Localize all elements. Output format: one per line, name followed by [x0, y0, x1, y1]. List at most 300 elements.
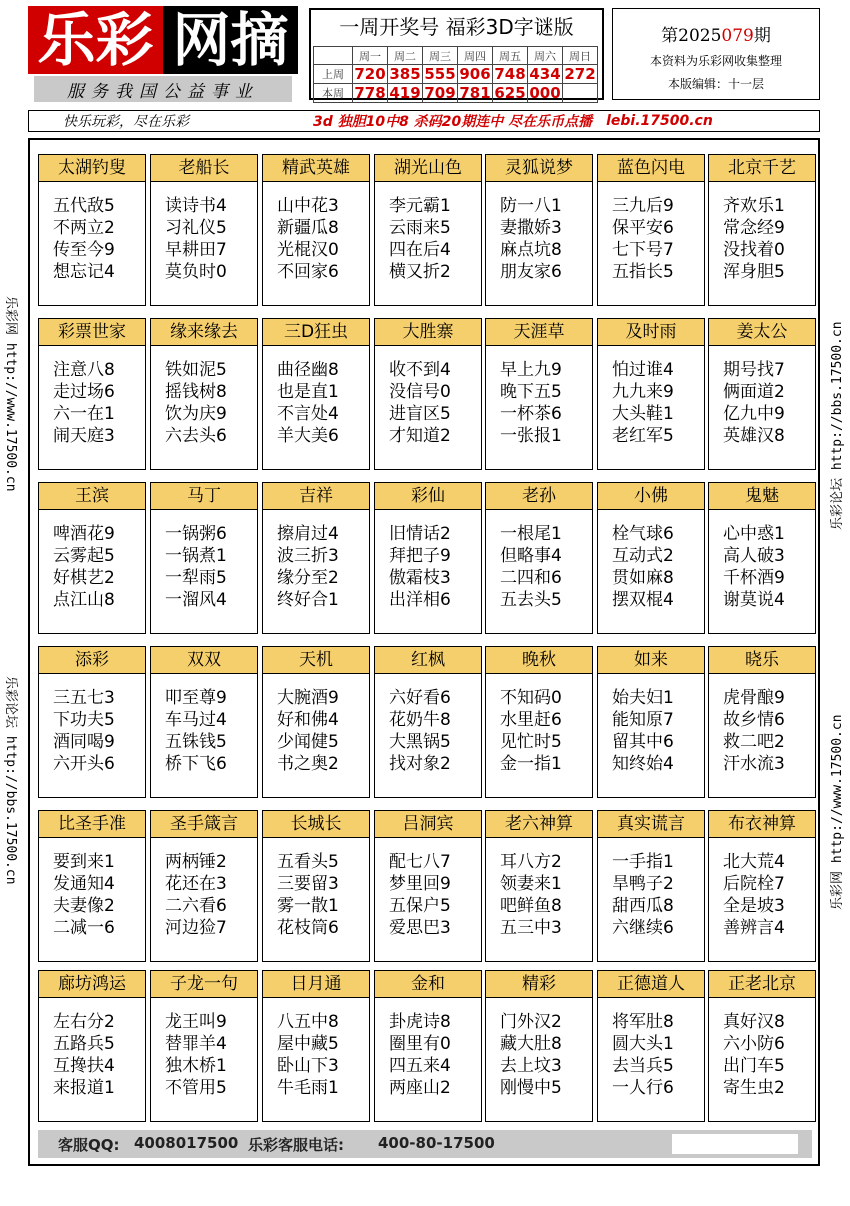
riddle-card-title: 日月通 [262, 970, 370, 998]
riddle-line: 五指长5 [612, 262, 674, 282]
riddle-card [38, 810, 146, 962]
qq-label: 客服QQ: [58, 1136, 120, 1154]
riddle-line: 花枝筒6 [277, 918, 339, 938]
riddle-line: 来报道1 [53, 1078, 115, 1098]
riddle-line: 刚慢中5 [500, 1078, 562, 1098]
day-header: 周六 [528, 47, 563, 65]
riddle-line: 互动式2 [612, 546, 674, 566]
riddle-card [150, 646, 258, 798]
riddle-line: 想忘记4 [53, 262, 115, 282]
riddle-line: 光棍汉0 [277, 240, 339, 260]
footer-blank-box [672, 1134, 798, 1154]
riddle-line: 三要留3 [277, 874, 339, 894]
riddle-line: 去当兵5 [612, 1056, 674, 1076]
riddle-line: 收不到4 [389, 360, 451, 380]
riddle-line: 才知道2 [389, 426, 451, 446]
riddle-card-title: 天机 [262, 646, 370, 674]
draw-results-table [313, 46, 598, 103]
riddle-line: 莫负时0 [165, 262, 227, 282]
riddle-line: 谢莫说4 [723, 590, 785, 610]
day-header: 周二 [388, 47, 423, 65]
riddle-line: 六小防6 [723, 1034, 785, 1054]
riddle-card [150, 970, 258, 1122]
logo-part-1: 乐彩 [28, 6, 163, 74]
riddle-line: 六继续6 [612, 918, 674, 938]
riddle-line: 两座山2 [389, 1078, 451, 1098]
day-header: 周三 [423, 47, 458, 65]
riddle-line: 五保户5 [389, 896, 451, 916]
riddle-line: 后院栓7 [723, 874, 785, 894]
logo [28, 6, 298, 74]
riddle-card-title: 廊坊鸿运 [38, 970, 146, 998]
riddle-line: 汗水流3 [723, 754, 785, 774]
riddle-line: 怕过谁4 [612, 360, 674, 380]
riddle-card [262, 646, 370, 798]
day-header: 周四 [458, 47, 493, 65]
riddle-line: 寄生虫2 [723, 1078, 785, 1098]
draw-number: 385 [389, 65, 421, 83]
riddle-line: 一锅粥6 [165, 524, 227, 544]
riddle-line: 饮为庆9 [165, 404, 227, 424]
riddle-card [150, 810, 258, 962]
draw-number [563, 84, 598, 103]
riddle-line: 车马过4 [165, 710, 227, 730]
riddle-card-title: 小佛 [597, 482, 705, 510]
riddle-card-title: 蓝色闪电 [597, 154, 705, 182]
this-week-label: 本周 [314, 84, 353, 103]
riddle-line: 好棋艺2 [53, 568, 115, 588]
tagline-slogan: 快乐玩彩，尽在乐彩 [63, 114, 189, 130]
issue-info [612, 8, 820, 100]
riddle-card-title: 精彩 [485, 970, 593, 998]
riddle-line: 贯如麻8 [612, 568, 674, 588]
riddle-card-title: 比圣手准 [38, 810, 146, 838]
riddle-card-title: 老六神算 [485, 810, 593, 838]
riddle-line: 七下号7 [612, 240, 674, 260]
riddle-line: 注意八8 [53, 360, 115, 380]
riddle-card [708, 318, 816, 470]
riddle-line: 少闻健5 [277, 732, 339, 752]
riddle-line: 四在后4 [389, 240, 451, 260]
riddle-line: 水里赶6 [500, 710, 562, 730]
riddle-card [485, 482, 593, 634]
riddle-line: 李元霸1 [389, 196, 451, 216]
riddle-line: 卧山下3 [277, 1056, 339, 1076]
footer-bar [38, 1130, 812, 1158]
riddle-card-title: 长城长 [262, 810, 370, 838]
riddle-line: 真好汉8 [723, 1012, 785, 1032]
riddle-line: 保平安6 [612, 218, 674, 238]
riddle-line: 替罪羊4 [165, 1034, 227, 1054]
last-week-label: 上周 [314, 65, 353, 84]
riddle-card [38, 646, 146, 798]
riddle-line: 进盲区5 [389, 404, 451, 424]
riddle-line: 拜把子9 [389, 546, 451, 566]
riddle-line: 妻撒娇3 [500, 218, 562, 238]
riddle-line: 云雾起5 [53, 546, 115, 566]
riddle-line: 留其中6 [612, 732, 674, 752]
riddle-line: 走过场6 [53, 382, 115, 402]
draw-number: 778 [354, 84, 386, 102]
day-header: 周五 [493, 47, 528, 65]
riddle-card [485, 154, 593, 306]
riddle-line: 铁如泥5 [165, 360, 227, 380]
side-text-right-bottom[interactable]: 乐彩网 http://www.17500.cn [830, 714, 845, 910]
riddle-card [38, 318, 146, 470]
riddle-line: 六好看6 [389, 688, 451, 708]
riddle-line: 好和佛4 [277, 710, 339, 730]
riddle-card [374, 154, 482, 306]
riddle-line: 九九来9 [612, 382, 674, 402]
riddle-line: 二六看6 [165, 896, 227, 916]
riddle-line: 一杯茶6 [500, 404, 562, 424]
riddle-card [374, 318, 482, 470]
tagline-promo: 3d 独胆10中8 杀码20期连中 尽在乐币点播 [313, 114, 593, 130]
riddle-line: 习礼仪5 [165, 218, 227, 238]
draw-number: 555 [424, 65, 456, 83]
riddle-card [708, 970, 816, 1122]
riddle-line: 五路兵5 [53, 1034, 115, 1054]
riddle-line: 雾一散1 [277, 896, 339, 916]
riddle-card-title: 大胜寨 [374, 318, 482, 346]
riddle-card [150, 154, 258, 306]
riddle-line: 花奶牛8 [389, 710, 451, 730]
riddle-line: 四五来4 [389, 1056, 451, 1076]
riddle-card [262, 318, 370, 470]
riddle-card [708, 646, 816, 798]
riddle-card-title: 正德道人 [597, 970, 705, 998]
riddle-card [485, 646, 593, 798]
riddle-line: 一张报1 [500, 426, 562, 446]
riddle-card-title: 北京千艺 [708, 154, 816, 182]
riddle-line: 缘分至2 [277, 568, 339, 588]
riddle-line: 不两立2 [53, 218, 115, 238]
riddle-line: 一根尾1 [500, 524, 562, 544]
riddle-line: 下功夫5 [53, 710, 115, 730]
riddle-line: 见忙时5 [500, 732, 562, 752]
riddle-line: 啤酒花9 [53, 524, 115, 544]
riddle-line: 一犁雨5 [165, 568, 227, 588]
riddle-line: 将军肚8 [612, 1012, 674, 1032]
riddle-line: 耳八方2 [500, 852, 562, 872]
riddle-line: 羊大美6 [277, 426, 339, 446]
riddle-line: 龙王叫9 [165, 1012, 227, 1032]
riddle-card-title: 晓乐 [708, 646, 816, 674]
day-header: 周一 [353, 47, 388, 65]
riddle-line: 点江山8 [53, 590, 115, 610]
riddle-line: 书之奥2 [277, 754, 339, 774]
riddle-card-title: 马丁 [150, 482, 258, 510]
riddle-card-title: 彩票世家 [38, 318, 146, 346]
draw-number: 720 [354, 65, 386, 83]
riddle-line: 酒同喝9 [53, 732, 115, 752]
riddle-line: 五看头5 [277, 852, 339, 872]
riddle-line: 云雨来5 [389, 218, 451, 238]
riddle-card [150, 482, 258, 634]
riddle-card [597, 154, 705, 306]
riddle-card [262, 482, 370, 634]
riddle-line: 北大荒4 [723, 852, 785, 872]
riddle-line: 圆大头1 [612, 1034, 674, 1054]
riddle-card [374, 810, 482, 962]
tagline-bar [28, 110, 820, 132]
riddle-card [374, 482, 482, 634]
riddle-line: 爱思巴3 [389, 918, 451, 938]
riddle-line: 早上九9 [500, 360, 562, 380]
riddle-card [708, 810, 816, 962]
riddle-line: 浑身胆5 [723, 262, 785, 282]
riddle-card-title: 如来 [597, 646, 705, 674]
riddle-card-title: 红枫 [374, 646, 482, 674]
riddle-line: 傲霜枝3 [389, 568, 451, 588]
riddle-line: 始夫妇1 [612, 688, 674, 708]
day-header: 周日 [563, 47, 598, 65]
riddle-line: 齐欢乐1 [723, 196, 785, 216]
riddle-card-title: 湖光山色 [374, 154, 482, 182]
riddle-line: 不知码0 [500, 688, 562, 708]
draw-number: 000 [529, 84, 561, 102]
riddle-card-title: 灵狐说梦 [485, 154, 593, 182]
riddle-line: 传至今9 [53, 240, 115, 260]
riddle-card [597, 646, 705, 798]
riddle-line: 亿九中9 [723, 404, 785, 424]
riddle-line: 金一指1 [500, 754, 562, 774]
riddle-card [708, 154, 816, 306]
riddle-line: 大黑锅5 [389, 732, 451, 752]
riddle-card-title: 姜太公 [708, 318, 816, 346]
riddle-card-title: 圣手箴言 [150, 810, 258, 838]
riddle-line: 出洋相6 [389, 590, 451, 610]
riddle-card-title: 晚秋 [485, 646, 593, 674]
riddle-card [38, 154, 146, 306]
riddle-card [708, 482, 816, 634]
riddle-card-title: 布衣神算 [708, 810, 816, 838]
riddle-line: 桥下飞6 [165, 754, 227, 774]
riddle-line: 互搀扶4 [53, 1056, 115, 1076]
riddle-line: 夫妻像2 [53, 896, 115, 916]
riddle-line: 闹天庭3 [53, 426, 115, 446]
riddle-line: 左右分2 [53, 1012, 115, 1032]
riddle-line: 一人行6 [612, 1078, 674, 1098]
draw-number: 272 [564, 65, 596, 83]
riddle-line: 二四和6 [500, 568, 562, 588]
riddle-card-title: 真实谎言 [597, 810, 705, 838]
riddle-line: 救二吧2 [723, 732, 785, 752]
riddle-card [597, 810, 705, 962]
riddle-card-title: 吉祥 [262, 482, 370, 510]
side-text-left-bottom[interactable]: 乐彩论坛 http://bbs.17500.cn [3, 676, 18, 885]
riddle-card [374, 646, 482, 798]
riddle-line: 五铢钱5 [165, 732, 227, 752]
riddle-grid [28, 138, 820, 1166]
riddle-line: 千杯酒9 [723, 568, 785, 588]
riddle-line: 擦肩过4 [277, 524, 339, 544]
riddle-line: 常念经9 [723, 218, 785, 238]
riddle-card [38, 970, 146, 1122]
issue-period: 第2025079期 [661, 26, 771, 46]
riddle-card [597, 970, 705, 1122]
riddle-line: 独木桥1 [165, 1056, 227, 1076]
riddle-line: 找对象2 [389, 754, 451, 774]
riddle-line: 曲径幽8 [277, 360, 339, 380]
riddle-line: 去上坟3 [500, 1056, 562, 1076]
riddle-card-title: 三D狂虫 [262, 318, 370, 346]
draw-number: 434 [529, 65, 561, 83]
riddle-card [597, 482, 705, 634]
riddle-line: 二减一6 [53, 918, 115, 938]
riddle-line: 没找着0 [723, 240, 785, 260]
riddle-card-title: 老船长 [150, 154, 258, 182]
riddle-line: 能知原7 [612, 710, 674, 730]
riddle-card [38, 482, 146, 634]
riddle-line: 也是直1 [277, 382, 339, 402]
side-text-left-top[interactable]: 乐彩网 http://www.17500.cn [3, 296, 18, 492]
riddle-line: 叩至尊9 [165, 688, 227, 708]
riddle-card-title: 正老北京 [708, 970, 816, 998]
riddle-card-title: 王滨 [38, 482, 146, 510]
riddle-line: 五代敌5 [53, 196, 115, 216]
riddle-card [262, 970, 370, 1122]
riddle-line: 吧鲜鱼8 [500, 896, 562, 916]
riddle-line: 读诗书4 [165, 196, 227, 216]
logo-part-2: 网摘 [163, 6, 298, 74]
riddle-line: 三九后9 [612, 196, 674, 216]
draw-panel-title: 一周开奖号 福彩3D字谜版 [339, 15, 574, 39]
riddle-card [485, 318, 593, 470]
riddle-card-title: 鬼魅 [708, 482, 816, 510]
riddle-line: 晚下五5 [500, 382, 562, 402]
draw-number: 906 [459, 65, 491, 83]
riddle-line: 朋友家6 [500, 262, 562, 282]
riddle-line: 领妻来1 [500, 874, 562, 894]
riddle-card-title: 彩仙 [374, 482, 482, 510]
draw-results-panel [309, 8, 604, 100]
riddle-card-title: 及时雨 [597, 318, 705, 346]
riddle-line: 三五七3 [53, 688, 115, 708]
riddle-line: 知终始4 [612, 754, 674, 774]
riddle-line: 大腕酒9 [277, 688, 339, 708]
riddle-line: 不言处4 [277, 404, 339, 424]
issue-number: 079 [721, 26, 754, 46]
riddle-line: 六去头6 [165, 426, 227, 446]
riddle-card-title: 太湖钓叟 [38, 154, 146, 182]
riddle-card [485, 810, 593, 962]
editor-note: 本版编辑：十一层 [667, 77, 764, 91]
draw-number: 709 [424, 84, 456, 102]
draw-number: 748 [494, 65, 526, 83]
riddle-line: 期号找7 [723, 360, 785, 380]
riddle-line: 五去头5 [500, 590, 562, 610]
draw-number: 419 [389, 84, 421, 102]
riddle-line: 河边猃7 [165, 918, 227, 938]
phone-number: 400-80-17500 [378, 1134, 495, 1152]
riddle-line: 藏大肚8 [500, 1034, 562, 1054]
riddle-card [262, 154, 370, 306]
phone-label: 乐彩客服电话: [248, 1136, 344, 1154]
riddle-line: 一手指1 [612, 852, 674, 872]
riddle-card-title: 双双 [150, 646, 258, 674]
riddle-line: 故乡情6 [723, 710, 785, 730]
riddle-line: 防一八1 [500, 196, 562, 216]
tagline-link[interactable]: lebi.17500.cn [606, 113, 713, 129]
riddle-card-title: 天涯草 [485, 318, 593, 346]
riddle-line: 新疆瓜8 [277, 218, 339, 238]
riddle-line: 要到来1 [53, 852, 115, 872]
riddle-line: 摆双棍4 [612, 590, 674, 610]
riddle-line: 五三中3 [500, 918, 562, 938]
riddle-line: 横又折2 [389, 262, 451, 282]
draw-number: 781 [459, 84, 491, 102]
riddle-line: 心中惑1 [723, 524, 785, 544]
riddle-line: 甜西瓜8 [612, 896, 674, 916]
riddle-card-title: 吕洞宾 [374, 810, 482, 838]
source-note: 本资料为乐彩网收集整理 [649, 54, 782, 68]
riddle-line: 早耕田7 [165, 240, 227, 260]
side-text-right-top[interactable]: 乐彩论坛 http://bbs.17500.cn [830, 321, 845, 530]
riddle-card [485, 970, 593, 1122]
riddle-line: 一溜风4 [165, 590, 227, 610]
riddle-card [262, 810, 370, 962]
riddle-card-title: 老孙 [485, 482, 593, 510]
riddle-line: 山中花3 [277, 196, 339, 216]
riddle-line: 配七八7 [389, 852, 451, 872]
riddle-line: 六一在1 [53, 404, 115, 424]
riddle-line: 一锅煮1 [165, 546, 227, 566]
riddle-line: 发通知4 [53, 874, 115, 894]
qq-number: 4008017500 [134, 1134, 239, 1152]
riddle-line: 麻点坑8 [500, 240, 562, 260]
riddle-line: 但略事4 [500, 546, 562, 566]
riddle-line: 门外汉2 [500, 1012, 562, 1032]
riddle-line: 不管用5 [165, 1078, 227, 1098]
riddle-card-title: 缘来缘去 [150, 318, 258, 346]
riddle-line: 英雄汉8 [723, 426, 785, 446]
draw-number: 625 [494, 84, 526, 102]
riddle-card-title: 子龙一句 [150, 970, 258, 998]
riddle-line: 八五中8 [277, 1012, 339, 1032]
riddle-line: 圈里有0 [389, 1034, 451, 1054]
riddle-line: 出门车5 [723, 1056, 785, 1076]
riddle-card [150, 318, 258, 470]
riddle-card-title: 金和 [374, 970, 482, 998]
riddle-line: 善辨言4 [723, 918, 785, 938]
riddle-card-title: 精武英雄 [262, 154, 370, 182]
riddle-line: 旧情话2 [389, 524, 451, 544]
riddle-line: 俩面道2 [723, 382, 785, 402]
slogan: 服务我国公益事业 [34, 76, 292, 102]
riddle-line: 虎骨酿9 [723, 688, 785, 708]
riddle-card [374, 970, 482, 1122]
riddle-line: 终好合1 [277, 590, 339, 610]
riddle-line: 波三折3 [277, 546, 339, 566]
riddle-line: 牛毛雨1 [277, 1078, 339, 1098]
riddle-line: 卦虎诗8 [389, 1012, 451, 1032]
riddle-line: 栓气球6 [612, 524, 674, 544]
riddle-line: 六开头6 [53, 754, 115, 774]
riddle-card-title: 添彩 [38, 646, 146, 674]
riddle-line: 高人破3 [723, 546, 785, 566]
riddle-line: 两柄锤2 [165, 852, 227, 872]
riddle-line: 没信号0 [389, 382, 451, 402]
riddle-line: 花还在3 [165, 874, 227, 894]
riddle-line: 全是坡3 [723, 896, 785, 916]
riddle-line: 大头鞋1 [612, 404, 674, 424]
riddle-line: 老红军5 [612, 426, 674, 446]
riddle-line: 屋中藏5 [277, 1034, 339, 1054]
riddle-line: 旱鸭子2 [612, 874, 674, 894]
riddle-line: 梦里回9 [389, 874, 451, 894]
riddle-card [597, 318, 705, 470]
